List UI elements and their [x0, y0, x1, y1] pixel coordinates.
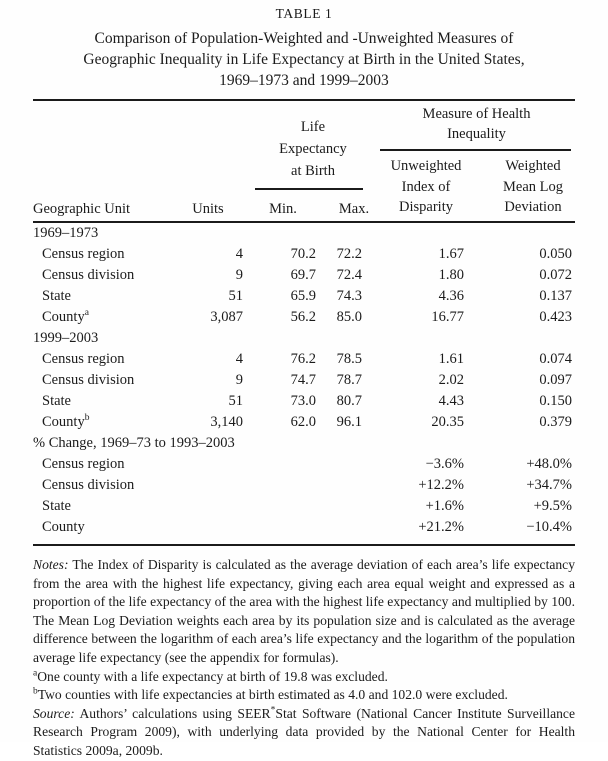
footnote-b	[33, 686, 575, 705]
cell-min	[248, 475, 318, 496]
table-row	[33, 475, 575, 496]
geographic-unit-label: County	[42, 414, 85, 430]
geographic-unit-label: County	[42, 309, 85, 325]
footnote-a	[33, 668, 575, 687]
life-expectancy-group-rule	[255, 188, 363, 190]
cell-max: 85.0	[336, 309, 362, 325]
cell-geo	[33, 412, 198, 433]
cell-max: 96.1	[336, 414, 362, 430]
cell-iod: 4.36	[438, 288, 464, 304]
cell-min: 65.9	[290, 288, 316, 304]
cell-min: 76.2	[290, 351, 316, 367]
column-header-iod-line2: Index of	[401, 178, 451, 195]
table-body	[33, 223, 575, 538]
cell-min	[248, 496, 318, 517]
cell-iod: +21.2%	[418, 519, 464, 535]
table-row	[33, 349, 575, 370]
column-header-max: Max.	[338, 201, 370, 217]
cell-max: 72.4	[336, 267, 362, 283]
cell-units	[198, 496, 248, 517]
table-caption-line-1: Comparison of Population-Weighted and -Unweighted Measures of	[94, 30, 514, 47]
column-header-iod-line3: Disparity	[399, 199, 453, 215]
cell-units: 4	[235, 351, 243, 367]
title-block	[0, 6, 608, 91]
geographic-unit-label: State	[42, 498, 71, 514]
column-header-geographic-unit: Geographic Unit	[33, 201, 131, 217]
column-header-min: Min.	[269, 201, 297, 217]
cell-max	[318, 454, 378, 475]
geographic-unit-label: Census region	[42, 246, 125, 262]
table-header	[33, 101, 575, 221]
column-header-iod-line1: Unweighted	[390, 158, 462, 174]
cell-mld: +48.0%	[526, 456, 572, 472]
cell-iod: +1.6%	[425, 498, 464, 514]
cell-max: 78.5	[336, 351, 362, 367]
cell-units	[198, 517, 248, 538]
geographic-unit-label: Census division	[42, 372, 135, 388]
cell-units: 9	[235, 372, 243, 388]
section-label: % Change, 1969–73 to 1993–2003	[33, 435, 235, 451]
cell-geo	[33, 517, 198, 538]
cell-mld: 0.379	[539, 414, 572, 430]
cell-iod: 2.02	[438, 372, 464, 388]
cell-max: 80.7	[336, 393, 362, 409]
geographic-unit-label: Census division	[42, 477, 135, 493]
group-header-health-inequality	[378, 104, 575, 144]
section-row	[33, 328, 575, 349]
group-header-health-inequality-line2: Inequality	[447, 126, 506, 142]
cell-iod: 4.43	[438, 393, 464, 409]
table-row	[33, 265, 575, 286]
group-header-life-expectancy-line3: at Birth	[291, 163, 335, 179]
source-text-pre: Authors’ calculations using SEER	[79, 705, 271, 721]
section-label: 1999–2003	[33, 330, 99, 346]
cell-units	[198, 454, 248, 475]
cell-units: 3,087	[210, 309, 243, 325]
group-header-life-expectancy-line2: Expectancy	[279, 141, 347, 157]
cell-geo	[33, 391, 198, 412]
cell-iod: 16.77	[431, 309, 464, 325]
column-header-mld-line3: Deviation	[504, 199, 562, 215]
geographic-unit-label: Census region	[42, 351, 125, 367]
cell-max: 74.3	[336, 288, 362, 304]
notes-text: The Index of Disparity is calculated as the average deviation of each area’s life expectancy from the area with the highest life expectancy, giving each area equal weight and expressed as a proportion of the life expectancy of the area with the highest life expectancy and multiplied by 100. The Mean Log Deviation weights each area by its population size and is calculated as the average difference between the logarithm of each area’s life expectancy and the logarithm of the population average life expectancy (see the appendix for formulas).	[33, 557, 576, 665]
cell-max: 78.7	[336, 372, 362, 388]
geographic-unit-label: State	[42, 393, 71, 409]
section-row	[33, 433, 575, 454]
cell-mld: +34.7%	[526, 477, 572, 493]
table-row	[33, 496, 575, 517]
cell-iod: +12.2%	[418, 477, 464, 493]
cell-max: 72.2	[336, 246, 362, 262]
notes-label: Notes:	[33, 557, 69, 572]
cell-iod: 1.67	[438, 246, 464, 262]
cell-min: 62.0	[290, 414, 316, 430]
source-text-post: Stat Software (National Cancer Institute Surveillance Research Program 2009), with underlying data provided by the National Center for Health Statistics 2009a, 2009b.	[33, 705, 575, 758]
table-row	[33, 391, 575, 412]
cell-geo	[33, 244, 198, 265]
table-row	[33, 286, 575, 307]
cell-mld: 0.050	[539, 246, 572, 262]
table-row	[33, 307, 575, 328]
table-row	[33, 370, 575, 391]
group-header-life-expectancy-line1: Life	[300, 119, 326, 135]
footnote-b-marker: b	[33, 686, 38, 697]
cell-mld: 0.074	[539, 351, 572, 367]
footnote-a-marker: a	[33, 668, 38, 679]
footnote-b-text: Two counties with life expectancies at birth estimated as 4.0 and 102.0 were excluded.	[37, 687, 508, 703]
cell-min	[248, 517, 318, 538]
table-number-label: TABLE 1	[275, 6, 333, 21]
group-header-health-inequality-line1: Measure of Health	[422, 106, 531, 122]
cell-geo	[33, 454, 198, 475]
cell-geo	[33, 496, 198, 517]
cell-geo	[33, 307, 198, 328]
table-caption-line-3: 1969–1973 and 1999–2003	[219, 72, 389, 89]
footnote-marker: b	[84, 413, 90, 424]
section-label: 1969–1973	[33, 225, 99, 241]
table-caption-line-2: Geographic Inequality in Life Expectancy at Birth in the United States,	[83, 51, 525, 68]
column-header-mean-log-deviation	[488, 156, 578, 218]
cell-min: 74.7	[290, 372, 316, 388]
cell-iod: −3.6%	[425, 456, 464, 472]
cell-iod: 1.61	[438, 351, 464, 367]
column-header-mld-line1: Weighted	[505, 158, 561, 174]
cell-min: 56.2	[290, 309, 316, 325]
section-row	[33, 223, 575, 244]
cell-geo	[33, 475, 198, 496]
notes-paragraph	[33, 556, 575, 668]
group-header-life-expectancy	[246, 116, 380, 182]
cell-units	[198, 475, 248, 496]
cell-max	[318, 496, 378, 517]
cell-min: 70.2	[290, 246, 316, 262]
cell-mld: −10.4%	[526, 519, 572, 535]
source-asterisk: *	[270, 705, 276, 716]
cell-min: 73.0	[290, 393, 316, 409]
cell-iod: 1.80	[438, 267, 464, 283]
column-header-mld-line2: Mean Log	[503, 178, 563, 195]
cell-max	[318, 517, 378, 538]
cell-max	[318, 475, 378, 496]
notes-block	[33, 556, 575, 761]
geographic-unit-label: State	[42, 288, 71, 304]
geographic-unit-label: Census region	[42, 456, 125, 472]
column-header-units: Units	[192, 201, 224, 217]
cell-mld: 0.072	[539, 267, 572, 283]
cell-geo	[33, 370, 198, 391]
cell-geo	[33, 349, 198, 370]
footnote-a-text: One county with a life expectancy at birth of 19.8 was excluded.	[37, 668, 388, 684]
cell-units: 9	[235, 267, 243, 283]
cell-geo	[33, 265, 198, 286]
cell-min	[248, 454, 318, 475]
geographic-unit-label: County	[42, 519, 85, 535]
table-row	[33, 412, 575, 433]
cell-min: 69.7	[290, 267, 316, 283]
cell-mld: 0.150	[539, 393, 572, 409]
table-row	[33, 244, 575, 265]
health-inequality-group-rule	[380, 149, 571, 151]
cell-mld: 0.137	[539, 288, 572, 304]
cell-mld: +9.5%	[533, 498, 572, 514]
cell-units: 4	[235, 246, 243, 262]
cell-mld: 0.423	[539, 309, 572, 325]
cell-iod: 20.35	[431, 414, 464, 430]
source-paragraph	[33, 705, 575, 761]
column-header-index-of-disparity	[376, 156, 476, 218]
cell-units: 51	[228, 393, 243, 409]
cell-mld: 0.097	[539, 372, 572, 388]
table-row	[33, 454, 575, 475]
footnote-marker: a	[84, 308, 89, 319]
cell-units: 3,140	[210, 414, 243, 430]
geographic-unit-label: Census division	[42, 267, 135, 283]
table-bottom-rule	[33, 544, 575, 546]
cell-units: 51	[228, 288, 243, 304]
source-label: Source:	[33, 705, 75, 721]
table-row	[33, 517, 575, 538]
cell-geo	[33, 286, 198, 307]
